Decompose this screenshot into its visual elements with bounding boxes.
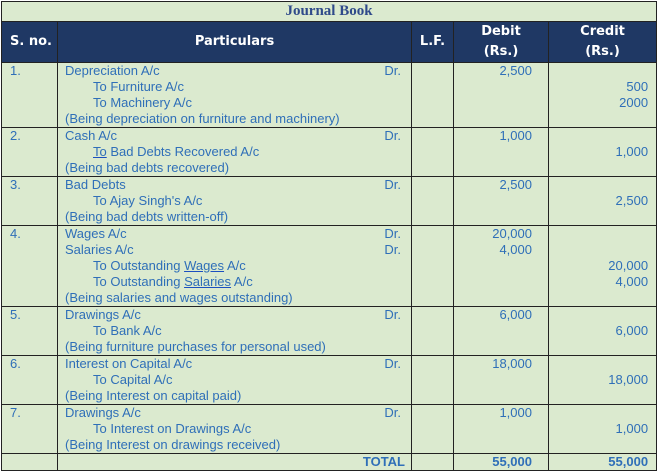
credit-amount: 2,500: [615, 193, 649, 208]
particulars-line: [58, 144, 411, 160]
debit-amount: [454, 209, 548, 225]
line-text: To Outstanding: [93, 274, 185, 289]
debit-amount: [454, 323, 548, 339]
line-text: Wages A/c: [65, 226, 127, 241]
particulars-cell: [58, 356, 412, 405]
debit-amount: [454, 95, 548, 111]
journal-entry-row: [2, 63, 657, 128]
line-text: Salaries A/c: [65, 242, 134, 257]
credit-amount: [549, 242, 656, 258]
credit-amount: 1,000: [615, 144, 649, 159]
line-text: (Being salaries and wages outstanding): [65, 290, 293, 305]
credit-amount: 4,000: [615, 274, 649, 289]
debit-amount: 18,000: [492, 356, 532, 371]
credit-amount: [549, 339, 656, 355]
dr-marker: Dr.: [384, 356, 401, 371]
line-text: To Furniture A/c: [93, 79, 185, 94]
credit-amount: 20,000: [608, 258, 649, 273]
particulars-line: [58, 307, 411, 323]
debit-amount: [454, 193, 548, 209]
particulars-cell: [58, 177, 412, 226]
entry-sno-cell: [2, 405, 58, 454]
dr-marker: Dr.: [384, 226, 401, 241]
credit-cell: [549, 63, 657, 128]
journal-entry-row: [2, 307, 657, 356]
particulars-line: [58, 372, 411, 388]
credit-amount: 2000: [619, 95, 649, 110]
header-lf: L.F.: [412, 22, 454, 63]
particulars-line: [58, 193, 411, 209]
debit-amount: [454, 339, 548, 355]
credit-cell: [549, 177, 657, 226]
debit-amount: [454, 437, 548, 453]
header-particulars: Particulars: [58, 22, 412, 63]
dr-marker: Dr.: [384, 177, 401, 192]
credit-amount: [549, 177, 656, 193]
line-text-suffix: A/c: [224, 258, 246, 273]
dr-marker: Dr.: [384, 128, 401, 143]
credit-amount: 500: [626, 79, 649, 94]
credit-amount: [549, 160, 656, 176]
lf-cell: [412, 405, 454, 454]
particulars-line: [58, 79, 411, 95]
credit-amount: [549, 63, 656, 79]
debit-amount: 2,500: [499, 63, 532, 78]
credit-amount: [549, 128, 656, 144]
particulars-line: [58, 63, 411, 79]
credit-cell: [549, 226, 657, 307]
particulars-line: [58, 274, 411, 290]
entry-sno-cell: [2, 356, 58, 405]
particulars-line: [58, 258, 411, 274]
particulars-cell: [58, 226, 412, 307]
total-lf: [412, 454, 454, 471]
credit-cell: [549, 405, 657, 454]
debit-cell: [454, 356, 549, 405]
particulars-line: [58, 405, 411, 421]
header-debit: [454, 22, 549, 63]
credit-amount: [549, 290, 656, 306]
header-sno: S. no.: [2, 22, 58, 63]
debit-unit: (Rs.): [483, 44, 519, 59]
entry-sno-cell: [2, 226, 58, 307]
debit-amount: [454, 160, 548, 176]
dr-marker: Dr.: [384, 242, 401, 257]
line-text: To Machinery A/c: [93, 95, 192, 110]
line-text: Drawings A/c: [65, 307, 141, 322]
underlined-text: Salaries: [184, 274, 232, 289]
particulars-cell: [58, 405, 412, 454]
underlined-text: To: [93, 144, 107, 159]
debit-amount: 4,000: [499, 242, 532, 257]
particulars-line: [58, 160, 411, 176]
journal-entry-row: [2, 356, 657, 405]
debit-cell: [454, 405, 549, 454]
lf-cell: [412, 63, 454, 128]
entry-sno: 1.: [10, 63, 21, 78]
line-text: (Being Interest on drawings received): [65, 437, 281, 452]
dr-marker: Dr.: [384, 63, 401, 78]
line-text-suffix: Bad Debts Recovered A/c: [106, 144, 260, 159]
credit-amount: [549, 111, 656, 127]
lf-cell: [412, 177, 454, 226]
debit-amount: 20,000: [492, 226, 532, 241]
total-debit: 55,000: [454, 454, 549, 471]
line-text: Bad Debts: [65, 177, 126, 192]
line-text: (Being depreciation on furniture and machinery): [65, 111, 340, 126]
dr-marker: Dr.: [384, 405, 401, 420]
credit-amount: [549, 307, 656, 323]
journal-table: [1, 1, 657, 471]
debit-cell: [454, 307, 549, 356]
entry-sno: 3.: [10, 177, 21, 192]
line-text: (Being bad debts recovered): [65, 160, 230, 175]
credit-amount: [549, 388, 656, 404]
particulars-line: [58, 95, 411, 111]
debit-amount: [454, 79, 548, 95]
credit-amount: [549, 209, 656, 225]
debit-cell: [454, 177, 549, 226]
underlined-text: Wages: [184, 258, 225, 273]
entry-sno: 5.: [10, 307, 21, 322]
credit-cell: [549, 307, 657, 356]
entry-sno-cell: [2, 307, 58, 356]
entry-sno-cell: [2, 177, 58, 226]
particulars-line: [58, 177, 411, 193]
credit-amount: 18,000: [608, 372, 649, 387]
credit-amount: [549, 356, 656, 372]
credit-amount: 1,000: [615, 421, 649, 436]
line-text: Drawings A/c: [65, 405, 141, 420]
total-label: TOTAL: [58, 454, 412, 471]
journal-entry-row: [2, 177, 657, 226]
debit-label: Debit: [481, 24, 521, 39]
entry-sno: 4.: [10, 226, 21, 241]
total-credit: 55,000: [549, 454, 657, 471]
lf-cell: [412, 128, 454, 177]
credit-cell: [549, 356, 657, 405]
line-text: To Interest on Drawings A/c: [93, 421, 252, 436]
line-text: To Bank A/c: [93, 323, 162, 338]
line-text: (Being furniture purchases for personal used): [65, 339, 326, 354]
lf-cell: [412, 226, 454, 307]
credit-label: Credit: [580, 24, 625, 39]
particulars-line: [58, 421, 411, 437]
debit-amount: [454, 274, 548, 290]
credit-amount: [549, 226, 656, 242]
total-row: [2, 454, 657, 471]
table-title: Journal Book: [2, 2, 657, 22]
particulars-cell: [58, 128, 412, 177]
particulars-line: [58, 388, 411, 404]
line-text: To Ajay Singh's A/c: [93, 193, 203, 208]
debit-amount: 2,500: [499, 177, 532, 192]
debit-cell: [454, 63, 549, 128]
particulars-line: [58, 339, 411, 355]
particulars-line: [58, 128, 411, 144]
particulars-cell: [58, 307, 412, 356]
debit-amount: [454, 144, 548, 160]
particulars-cell: [58, 63, 412, 128]
debit-amount: [454, 111, 548, 127]
line-text: (Being Interest on capital paid): [65, 388, 242, 403]
particulars-line: [58, 209, 411, 225]
line-text: Depreciation A/c: [65, 63, 160, 78]
entry-sno-cell: [2, 128, 58, 177]
credit-unit: (Rs.): [585, 44, 620, 59]
particulars-line: [58, 290, 411, 306]
particulars-line: [58, 226, 411, 242]
line-text: To Outstanding: [93, 258, 185, 273]
particulars-line: [58, 356, 411, 372]
lf-cell: [412, 307, 454, 356]
particulars-line: [58, 323, 411, 339]
total-sno: [2, 454, 58, 471]
journal-entry-row: [2, 128, 657, 177]
entry-sno-cell: [2, 63, 58, 128]
particulars-line: [58, 437, 411, 453]
lf-cell: [412, 356, 454, 405]
debit-amount: [454, 372, 548, 388]
line-text: Cash A/c: [65, 128, 118, 143]
debit-cell: [454, 128, 549, 177]
debit-amount: 6,000: [499, 307, 532, 322]
particulars-line: [58, 111, 411, 127]
line-text-suffix: A/c: [231, 274, 253, 289]
debit-amount: [454, 258, 548, 274]
journal-entry-row: [2, 226, 657, 307]
entry-sno: 6.: [10, 356, 21, 371]
credit-amount: [549, 437, 656, 453]
entry-sno: 7.: [10, 405, 21, 420]
credit-amount: [549, 405, 656, 421]
line-text: To Capital A/c: [93, 372, 173, 387]
debit-cell: [454, 226, 549, 307]
credit-cell: [549, 128, 657, 177]
journal-entry-row: [2, 405, 657, 454]
debit-amount: [454, 388, 548, 404]
debit-amount: [454, 290, 548, 306]
dr-marker: Dr.: [384, 307, 401, 322]
entry-sno: 2.: [10, 128, 21, 143]
debit-amount: 1,000: [499, 128, 532, 143]
line-text: (Being bad debts written-off): [65, 209, 229, 224]
header-credit: [549, 22, 657, 63]
line-text: Interest on Capital A/c: [65, 356, 193, 371]
debit-amount: [454, 421, 548, 437]
particulars-line: [58, 242, 411, 258]
debit-amount: 1,000: [499, 405, 532, 420]
credit-amount: 6,000: [615, 323, 649, 338]
